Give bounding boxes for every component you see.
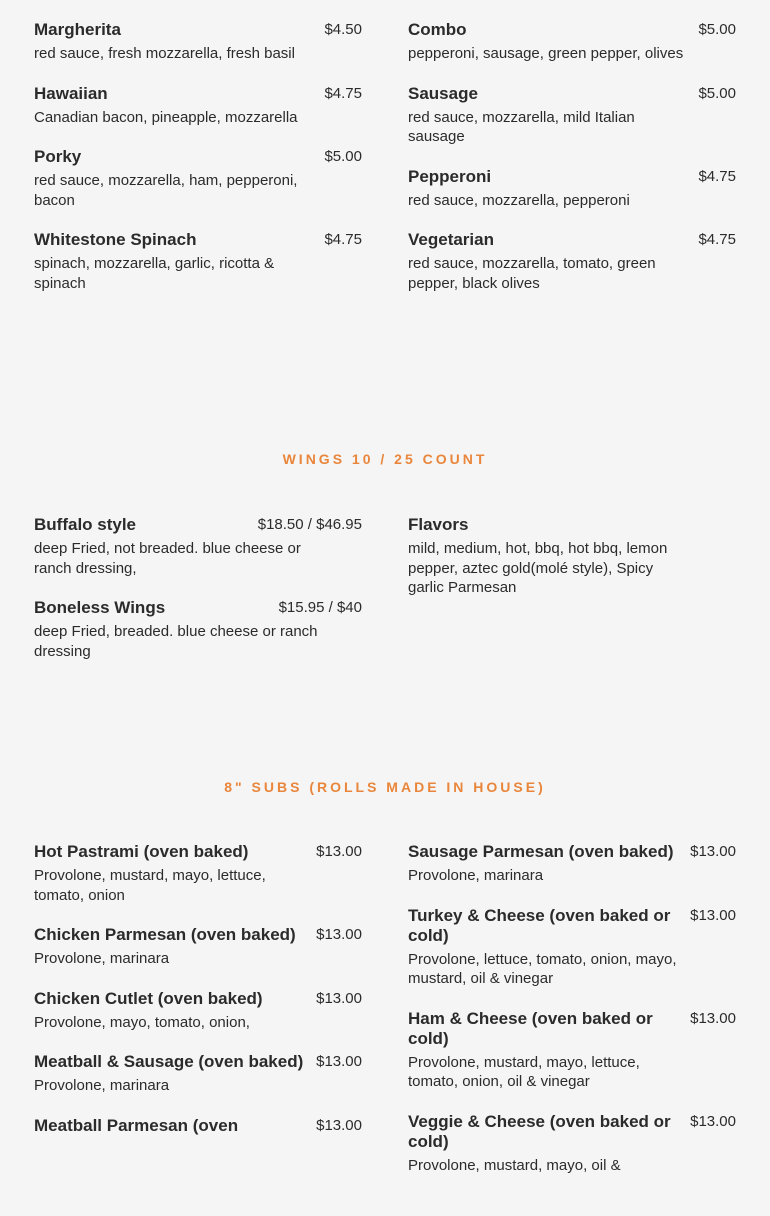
menu-item	[408, 230, 736, 293]
subs-grid	[34, 842, 736, 1195]
menu-item	[34, 842, 362, 905]
item-description: red sauce, mozzarella, mild Italian sausage	[408, 108, 635, 145]
subs-left-column	[34, 842, 362, 1195]
menu-item	[34, 598, 362, 661]
item-name: Pepperoni	[408, 166, 492, 186]
item-description: deep Fried, breaded. blue cheese or ranch dressing	[34, 623, 318, 660]
menu-item	[34, 230, 362, 293]
item-name: Margherita	[34, 20, 121, 39]
item-price: $13.00	[316, 1053, 362, 1070]
menu-item	[34, 925, 362, 969]
menu-item	[34, 147, 362, 210]
item-description: spinach, mozzarella, garlic, ricotta & spinach	[34, 255, 275, 292]
item-name: Boneless Wings	[34, 598, 166, 617]
item-description: red sauce, mozzarella, ham, pepperoni, bacon	[34, 172, 298, 209]
menu-item	[34, 1116, 362, 1136]
menu-item	[408, 1112, 736, 1176]
section-title-wings: WINGS 10 / 25 COUNT	[282, 451, 488, 467]
item-description: Provolone, mustard, mayo, lettuce, tomato, onion, oil & vinegar	[408, 1053, 640, 1090]
item-price: $18.50 / $46.95	[257, 516, 362, 533]
item-price: $13.00	[690, 843, 736, 860]
item-price: $5.00	[698, 21, 736, 38]
item-name: Porky	[34, 147, 82, 166]
item-price: $4.75	[324, 84, 362, 102]
menu-item	[34, 515, 362, 578]
item-price: $13.00	[316, 989, 362, 1007]
item-description: pepperoni, sausage, green pepper, olives	[408, 45, 684, 62]
item-description: Provolone, marinara	[34, 1077, 170, 1094]
item-name: Whitestone Spinach	[34, 230, 197, 249]
item-name: Flavors	[408, 515, 469, 534]
section-title-subs: 8" SUBS (ROLLS MADE IN HOUSE)	[224, 779, 546, 795]
pizza-grid	[34, 20, 736, 313]
item-price: $5.00	[698, 84, 736, 102]
item-description: Provolone, lettuce, tomato, onion, mayo, mustard, oil & vinegar	[408, 950, 677, 987]
menu-item	[408, 842, 736, 886]
item-name: Vegetarian	[408, 230, 494, 249]
menu-item	[34, 20, 362, 64]
item-name: Meatball & Sausage (oven baked)	[34, 1052, 304, 1071]
pizza-right-column	[408, 20, 736, 313]
item-description: red sauce, fresh mozzarella, fresh basil	[34, 45, 295, 62]
item-name: Ham & Cheese (oven baked or cold)	[408, 1008, 653, 1048]
item-description: Provolone, mustard, mayo, oil &	[408, 1156, 621, 1174]
item-description: red sauce, mozzarella, tomato, green pepper, black olives	[408, 255, 656, 292]
menu-item	[408, 167, 736, 211]
item-price: $4.75	[698, 167, 736, 185]
item-name: Veggie & Cheese (oven baked or cold)	[408, 1111, 671, 1151]
item-name: Sausage	[408, 83, 478, 103]
wings-right-column	[408, 515, 736, 681]
item-description: red sauce, mozzarella, pepperoni	[408, 191, 630, 209]
item-description: deep Fried, not breaded. blue cheese or ranch dressing,	[34, 540, 301, 577]
item-price: $13.00	[690, 1112, 736, 1130]
menu-item	[408, 515, 736, 598]
menu-item	[34, 84, 362, 128]
subs-right-column	[408, 842, 736, 1195]
item-price: $5.00	[324, 148, 362, 165]
wings-grid	[34, 515, 736, 681]
menu-item	[408, 1009, 736, 1092]
pizza-left-column	[34, 20, 362, 313]
item-price: $13.00	[316, 843, 362, 860]
item-price: $4.50	[324, 21, 362, 38]
item-name: Sausage Parmesan (oven baked)	[408, 842, 674, 861]
item-description: Canadian bacon, pineapple, mozzarella	[34, 108, 298, 126]
item-name: Meatball Parmesan (oven	[34, 1115, 239, 1135]
menu-item	[34, 989, 362, 1033]
item-price: $4.75	[324, 231, 362, 248]
item-description: Provolone, mayo, tomato, onion,	[34, 1013, 250, 1031]
item-name: Turkey & Cheese (oven baked or cold)	[408, 905, 671, 945]
menu-item	[408, 84, 736, 147]
menu-item	[408, 906, 736, 989]
menu-item	[408, 20, 736, 64]
item-name: Buffalo style	[34, 515, 137, 534]
item-price: $4.75	[698, 231, 736, 248]
item-description: Provolone, marinara	[34, 950, 170, 967]
item-price: $13.00	[316, 1116, 362, 1134]
item-price: $13.00	[316, 926, 362, 943]
item-name: Chicken Parmesan (oven baked)	[34, 925, 296, 944]
item-name: Chicken Cutlet (oven baked)	[34, 988, 263, 1008]
menu-item	[34, 1052, 362, 1096]
item-name: Combo	[408, 20, 467, 39]
item-description: mild, medium, hot, bbq, hot bbq, lemon pepper, aztec gold(molé style), Spicy garlic Parmesan	[408, 540, 668, 596]
item-name: Hot Pastrami (oven baked)	[34, 842, 249, 861]
item-price: $15.95 / $40	[278, 599, 362, 616]
item-description: Provolone, mustard, mayo, lettuce, tomato, onion	[34, 867, 266, 904]
item-name: Hawaiian	[34, 83, 108, 103]
item-description: Provolone, marinara	[408, 867, 544, 884]
item-price: $13.00	[690, 906, 736, 924]
item-price: $13.00	[690, 1009, 736, 1027]
wings-left-column	[34, 515, 362, 681]
